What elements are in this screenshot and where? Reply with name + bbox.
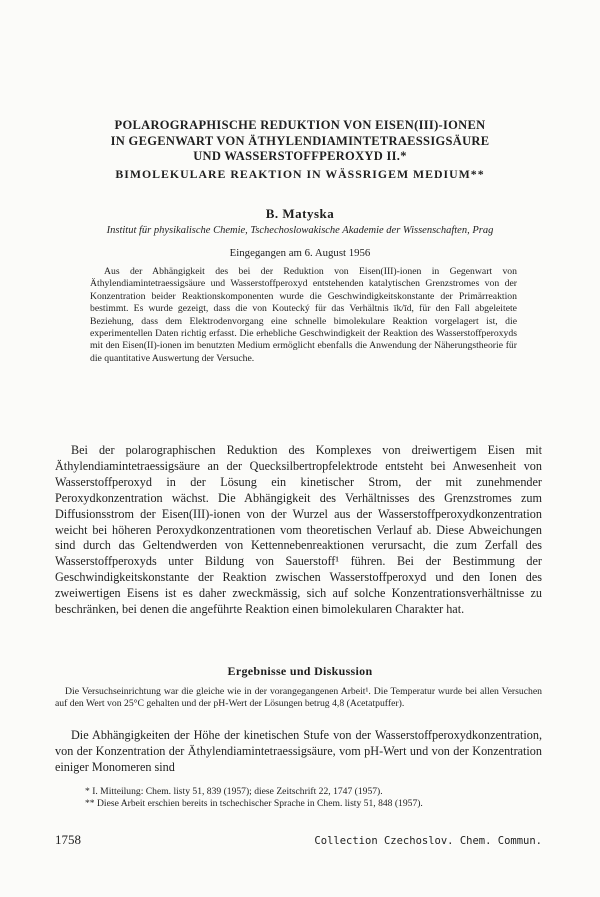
title-line-2: IN GEGENWART VON ÄTHYLENDIAMINTETRAESSIGSÄURE	[110, 133, 490, 148]
footnotes	[55, 786, 542, 810]
experimental-note: Die Versuchseinrichtung war die gleiche wie in der vorangegangenen Arbeit¹. Die Temperatur wurde bei allen Versuchen auf den Wert von 25°C gehalten und der pH-Wert der Lösungen betrug 4,8 (Acetatpuffer).	[55, 686, 542, 710]
title-line-3: UND WASSERSTOFFPEROXYD II.*	[193, 149, 407, 163]
author: B. Matyska	[265, 206, 335, 221]
footnote: * I. Mitteilung: Chem. listy 51, 839 (1957); diese Zeitschrift 22, 1747 (1957).	[85, 786, 383, 797]
footnote: ** Diese Arbeit erschien bereits in tschechischer Sprache in Chem. listy 51, 848 (1957).	[85, 798, 423, 810]
results-paragraph: Die Abhängigkeiten der Höhe der kinetischen Stufe von der Wasserstoffperoxydkonzentration, von der Konzentration der Äthylendiamintetraessigsäure, vom pH-Wert und von der Konzentration einiger Monomeren sind	[55, 728, 542, 774]
title-block	[60, 118, 540, 182]
section-heading: Ergebnisse und Diskussion	[227, 664, 373, 678]
page-number: 1758	[55, 832, 81, 847]
journal-name: Collection Czechoslov. Chem. Commun.	[314, 835, 542, 847]
subtitle: BIMOLEKULARE REAKTION IN WÄSSRIGEM MEDIUM**	[115, 166, 485, 181]
received-date: Eingegangen am 6. August 1956	[229, 247, 371, 259]
intro-paragraph: Bei der polarographischen Reduktion des Komplexes von dreiwertigem Eisen mit Äthylendiamintetraessigsäure an der Quecksilbertropfelektrode entsteht bei Anwesenheit von Wasserstoffperoxyd in der Lösung ein kinetischer Strom, der mit zunehmender Peroxydkonzentration wächst. Die Abhängigkeit des Verhältnisses des Grenzstromes zum Diffusionsstrom der Eisen(III)-ionen von der Wurzel aus der Wasserstoffperoxydkonzentration weicht bei höheren Peroxydkonzentrationen vom theoretischen Verlauf ab. Diese Abweichungen sind durch das Geltendwerden von Kettennebenreaktionen verursacht, die zum Zerfall des Wasserstoffperoxyds unter Bildung von Sauerstoff¹ führen. Bei der Bestimmung der Geschwindigkeitskonstante der Reaktion zwischen Wasserstoffperoxyd und den Ionen des zweiwertigen Eisens ist es daher zweckmässig, sich auf solche Konzentrationsverhältnisse zu beschränken, bei denen die angeführte Reaktion einen bimolekularen Charakter hat.	[55, 443, 542, 617]
page-footer	[55, 832, 542, 848]
abstract: Aus der Abhängigkeit des bei der Reduktion von Eisen(III)-ionen in Gegenwart von Äthylendiamintetraessigsäure und Wasserstoffperoxyd entstehenden katalytischen Grenzstromes von der Konzentration beider Reaktionskomponenten wurde die Geschwindigkeitskonstante der Primärreaktion bestimmt. Es wurde gezeigt, dass die von Koutecký für das Verhältnis īk/īd, für den Fall abgeleitete Beziehung, dass dem Elektrodenvorgang eine schnelle bimolekulare Reaktion vorgelagert ist, die experimentellen Daten richtig erfasst. Die erhebliche Geschwindigkeit der Reaktion des Wasserstoffperoxyds mit den Eisen(II)-ionen im benutzten Medium ermöglicht ebenfalls die Anwendung der Näherungstheorie für die quantitative Auswertung der Versuche.	[90, 266, 517, 364]
affiliation: Institut für physikalische Chemie, Tschechoslowakische Akademie der Wissenschaften, Prag	[106, 225, 494, 236]
title-line-1: POLAROGRAPHISCHE REDUKTION VON EISEN(III)-IONEN	[114, 118, 486, 132]
